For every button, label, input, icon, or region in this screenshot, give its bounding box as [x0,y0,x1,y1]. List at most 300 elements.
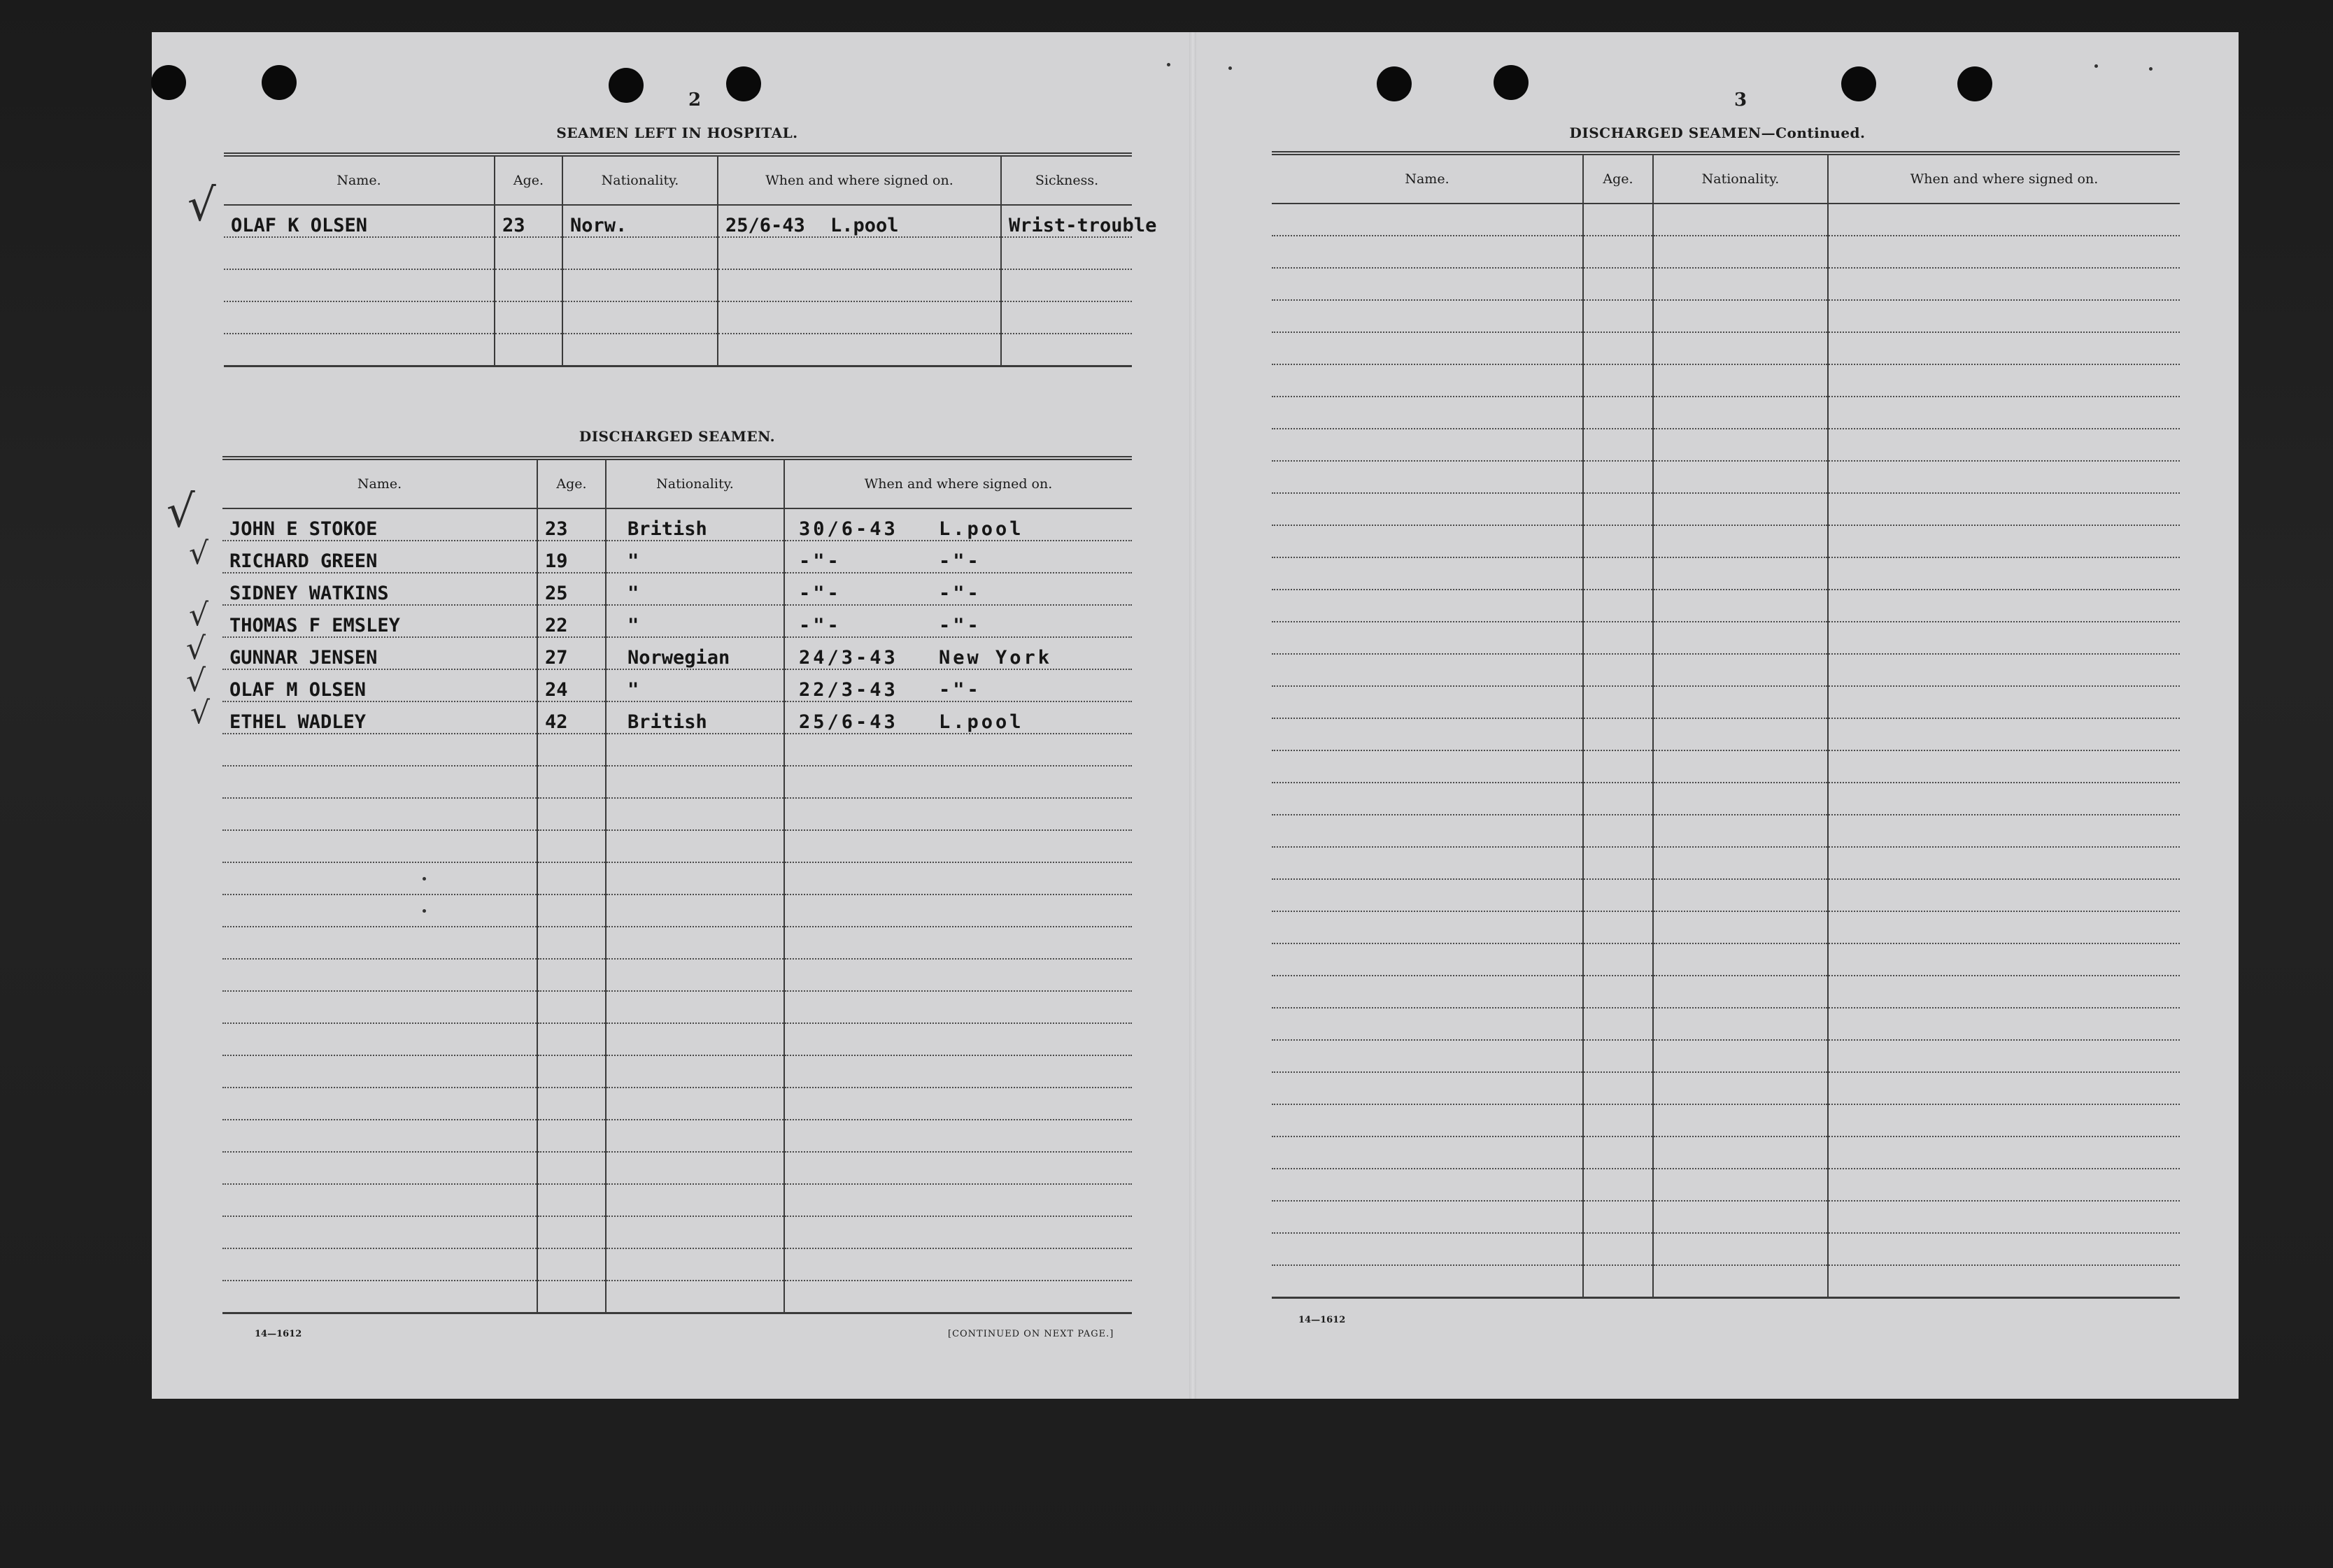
check-mark: √ [189,536,209,571]
nationality-cell [1653,622,1828,654]
hospital-heading: SEAMEN LEFT IN HOSPITAL. [556,124,798,141]
age-cell [1583,654,1653,686]
name-cell [1272,397,1583,429]
name-cell [1272,1201,1583,1233]
nationality-cell [562,301,718,334]
name-cell [1272,1040,1583,1072]
table-row [222,701,1132,734]
age-cell [537,1120,606,1152]
signed-on-cell [1828,976,2180,1008]
discharged-continued-heading: DISCHARGED SEAMEN—Continued. [1569,124,1866,141]
name-cell [222,1248,537,1281]
name-cell [222,798,537,830]
name-cell [222,862,537,895]
name-cell [1272,718,1583,750]
table-row [1272,461,2180,493]
name-cell [1272,236,1583,268]
check-mark: √ [186,663,206,699]
signed-on-cell [1828,1040,2180,1072]
table-row [1272,1265,2180,1298]
age-cell [1583,815,1653,847]
nationality-cell [606,766,784,798]
name-cell [1272,750,1583,783]
age-cell [1583,268,1653,300]
nationality-cell [1653,1136,1828,1169]
nationality-cell [1653,718,1828,750]
age-cell [537,1055,606,1088]
table-row [222,508,1132,541]
nationality-cell [1653,943,1828,976]
sickness-cell [1001,269,1132,301]
signed-on-date: 22/3-43 [799,679,898,701]
age-cell [1583,911,1653,943]
table-row [222,1055,1132,1088]
left-page-number: 2 [688,90,702,111]
scan-speck [2094,64,2098,68]
nationality-cell [1653,1201,1828,1233]
age-cell [1583,525,1653,557]
nationality-cell: Norwegian [606,637,784,669]
signed-on-cell [1828,557,2180,590]
nationality-cell [1653,1104,1828,1136]
name-cell [1272,525,1583,557]
nationality-cell: " [606,541,784,573]
age-cell [537,1184,606,1216]
age-cell: 23 [537,508,606,541]
signed-on-cell [718,237,1001,269]
signed-on-cell [784,541,1132,573]
nationality-cell [606,991,784,1023]
age-cell [495,237,562,269]
table-row [1272,557,2180,590]
age-cell [537,1281,606,1313]
sickness-cell: Wrist-trouble [1001,205,1132,237]
form-code: 14—1612 [1298,1315,1346,1325]
signed-on-cell [784,1120,1132,1152]
table-row [224,269,1132,301]
scan-speck [1228,66,1232,70]
signed-on-cell [784,573,1132,605]
table-row [222,669,1132,701]
nationality-cell [1653,976,1828,1008]
age-cell [1583,943,1653,976]
age-cell [495,334,562,366]
table-row [222,862,1132,895]
nationality-cell [606,1152,784,1184]
age-cell [1583,976,1653,1008]
punch-hole [609,68,644,103]
col-header-signed-on: When and where signed on. [784,458,1132,508]
name-cell [1272,815,1583,847]
nationality-cell: " [606,605,784,637]
signed-on-cell [1828,718,2180,750]
punch-hole [1494,65,1529,100]
nationality-cell [1653,1265,1828,1298]
punch-hole [1841,66,1876,101]
table-row [1272,654,2180,686]
nationality-cell [606,895,784,927]
signed-on-cell [784,1248,1132,1281]
table-row [224,205,1132,237]
name-cell [1272,911,1583,943]
table-row [224,237,1132,269]
discharged-table [222,456,1132,1314]
name-cell [1272,461,1583,493]
discharged-heading: DISCHARGED SEAMEN. [579,428,776,445]
table-row [222,573,1132,605]
signed-on-cell [1828,686,2180,718]
age-cell [1583,1104,1653,1136]
table-row [1272,911,2180,943]
name-cell [222,766,537,798]
signed-on-cell [784,862,1132,895]
name-cell [1272,1265,1583,1298]
signed-on-cell [1828,943,2180,976]
nationality-cell [606,1216,784,1248]
signed-on-cell [784,508,1132,541]
punch-hole [726,66,761,101]
name-cell [222,927,537,959]
age-cell [537,991,606,1023]
check-mark: √ [166,486,195,538]
table-row [222,830,1132,862]
name-cell [222,1088,537,1120]
signed-on-cell [1828,815,2180,847]
nationality-cell [1653,1169,1828,1201]
name-cell: OLAF M OLSEN [222,669,537,701]
age-cell [1583,1233,1653,1265]
nationality-cell [1653,1040,1828,1072]
nationality-cell [606,927,784,959]
check-mark: √ [189,597,209,633]
check-mark: √ [186,631,206,667]
name-cell [1272,1072,1583,1104]
signed-on-cell [1828,590,2180,622]
name-cell: THOMAS F EMSLEY [222,605,537,637]
table-row [1272,686,2180,718]
table-row [1272,1072,2180,1104]
signed-on-cell [1828,1008,2180,1040]
age-cell [537,734,606,766]
table-row [222,1023,1132,1055]
col-header-name: Name. [224,155,495,205]
check-mark: √ [187,180,216,231]
age-cell [537,1088,606,1120]
name-cell: JOHN E STOKOE [222,508,537,541]
nationality-cell [1653,461,1828,493]
name-cell [1272,300,1583,332]
name-cell: RICHARD GREEN [222,541,537,573]
name-cell [1272,686,1583,718]
nationality-cell [606,1023,784,1055]
signed-on-cell [784,927,1132,959]
nationality-cell [1653,300,1828,332]
name-cell [1272,204,1583,236]
name-cell [222,959,537,991]
age-cell [537,862,606,895]
table-row [1272,943,2180,976]
nationality-cell [1653,332,1828,364]
table-row [222,991,1132,1023]
signed-on-place: New York [939,647,1053,669]
name-cell [1272,268,1583,300]
name-cell [1272,847,1583,879]
nationality-cell [1653,236,1828,268]
table-row [222,605,1132,637]
table-row [1272,1008,2180,1040]
nationality-cell [606,862,784,895]
age-cell [1583,590,1653,622]
signed-on-place: L.pool [830,215,899,236]
signed-on-place: -"- [939,550,981,572]
nationality-cell [562,334,718,366]
name-cell [1272,429,1583,461]
name-cell [1272,976,1583,1008]
name-cell: ETHEL WADLEY [222,701,537,734]
age-cell [1583,364,1653,397]
name-cell [222,734,537,766]
age-cell [1583,1008,1653,1040]
name-cell [222,1216,537,1248]
table-row [222,959,1132,991]
age-cell [1583,493,1653,525]
table-row [222,1184,1132,1216]
signed-on-cell [784,991,1132,1023]
name-cell [222,895,537,927]
signed-on-date: 30/6-43 [799,518,898,540]
nationality-cell [606,1184,784,1216]
age-cell [537,798,606,830]
name-cell: SIDNEY WATKINS [222,573,537,605]
name-cell [1272,1008,1583,1040]
table-row [1272,1136,2180,1169]
table-row [222,1120,1132,1152]
signed-on-cell [784,1216,1132,1248]
age-cell [1583,1265,1653,1298]
age-cell: 22 [537,605,606,637]
nationality-cell [1653,686,1828,718]
col-header-age: Age. [1583,153,1653,204]
signed-on-cell [1828,364,2180,397]
signed-on-cell [1828,750,2180,783]
table-row [224,301,1132,334]
age-cell [537,1216,606,1248]
signed-on-cell [1828,397,2180,429]
signed-on-date: 25/6-43 [799,711,898,733]
signed-on-cell [1828,1104,2180,1136]
nationality-cell: " [606,573,784,605]
col-header-signed-on: When and where signed on. [718,155,1001,205]
table-row [222,895,1132,927]
age-cell [1583,783,1653,815]
col-header-name: Name. [1272,153,1583,204]
signed-on-place: -"- [939,583,981,604]
signed-on-date: -"- [799,583,842,604]
signed-on-cell [1828,1136,2180,1169]
nationality-cell [1653,397,1828,429]
age-cell [1583,1040,1653,1072]
signed-on-cell [1828,654,2180,686]
table-row [1272,493,2180,525]
signed-on-cell [718,301,1001,334]
punch-hole [262,65,297,100]
table-row [1272,268,2180,300]
signed-on-cell [1828,1233,2180,1265]
name-cell [222,1281,537,1313]
signed-on-cell [784,798,1132,830]
nationality-cell [606,1248,784,1281]
name-cell [222,1055,537,1088]
signed-on-cell [784,1152,1132,1184]
table-row [222,1088,1132,1120]
nationality-cell [1653,1072,1828,1104]
signed-on-place: -"- [939,615,981,636]
nationality-cell [606,1055,784,1088]
table-row [1272,397,2180,429]
table-row [1272,236,2180,268]
age-cell: 42 [537,701,606,734]
nationality-cell [562,237,718,269]
age-cell [537,766,606,798]
punch-hole [1957,66,1992,101]
age-cell: 25 [537,573,606,605]
nationality-cell [1653,911,1828,943]
age-cell [1583,750,1653,783]
signed-on-cell [1828,236,2180,268]
nationality-cell [562,269,718,301]
punch-hole [1377,66,1412,101]
age-cell: 24 [537,669,606,701]
signed-on-cell [1828,300,2180,332]
table-row [1272,429,2180,461]
nationality-cell [606,1120,784,1152]
table-row [222,798,1132,830]
signed-on-cell [1828,525,2180,557]
nationality-cell [1653,429,1828,461]
nationality-cell [1653,268,1828,300]
name-cell [1272,1104,1583,1136]
signed-on-cell [1828,268,2180,300]
col-header-nationality: Nationality. [1653,153,1828,204]
table-row [224,334,1132,366]
nationality-cell [606,1281,784,1313]
age-cell [1583,1169,1653,1201]
signed-on-cell [784,1281,1132,1313]
scan-speck [2149,67,2153,71]
scan-speck [1167,63,1170,66]
table-row [1272,364,2180,397]
nationality-cell [1653,654,1828,686]
name-cell [1272,590,1583,622]
col-header-name: Name. [222,458,537,508]
nationality-cell [606,734,784,766]
table-row [222,766,1132,798]
age-cell [1583,879,1653,911]
name-cell [1272,622,1583,654]
table-row [222,1281,1132,1313]
name-cell [1272,364,1583,397]
col-header-nationality: Nationality. [606,458,784,508]
table-row [1272,622,2180,654]
signed-on-cell [1828,429,2180,461]
nationality-cell [1653,847,1828,879]
table-row [1272,1233,2180,1265]
age-cell [537,830,606,862]
name-cell [224,269,495,301]
form-code: 14—1612 [255,1329,302,1339]
table-row [1272,332,2180,364]
nationality-cell: British [606,508,784,541]
name-cell: GUNNAR JENSEN [222,637,537,669]
signed-on-cell [784,895,1132,927]
name-cell [224,301,495,334]
name-cell [222,1023,537,1055]
scan-speck [423,909,426,913]
name-cell [1272,943,1583,976]
table-row [222,734,1132,766]
name-cell [222,830,537,862]
age-cell [495,301,562,334]
table-row [1272,590,2180,622]
signed-on-date: -"- [799,550,842,572]
table-row [1272,1040,2180,1072]
table-row [1272,815,2180,847]
sickness-cell [1001,237,1132,269]
table-row [222,1216,1132,1248]
age-cell [1583,557,1653,590]
signed-on-cell [1828,204,2180,236]
name-cell [222,1184,537,1216]
nationality-cell [1653,815,1828,847]
age-cell: 19 [537,541,606,573]
col-header-sickness: Sickness. [1001,155,1132,205]
nationality-cell [1653,1233,1828,1265]
age-cell [537,927,606,959]
name-cell [222,1120,537,1152]
name-cell [1272,783,1583,815]
signed-on-cell [1828,783,2180,815]
signed-on-place: L.pool [939,711,1024,733]
signed-on-cell [784,1055,1132,1088]
signed-on-cell [784,605,1132,637]
signed-on-cell [784,701,1132,734]
age-cell [1583,461,1653,493]
age-cell [1583,1201,1653,1233]
signed-on-place: -"- [939,679,981,701]
signed-on-cell [784,1088,1132,1120]
age-cell [1583,236,1653,268]
name-cell [224,334,495,366]
nationality-cell [1653,590,1828,622]
sickness-cell [1001,301,1132,334]
name-cell [1272,1136,1583,1169]
check-mark: √ [190,695,211,731]
age-cell [537,1023,606,1055]
sickness-cell [1001,334,1132,366]
signed-on-cell [784,1184,1132,1216]
table-row [1272,1169,2180,1201]
age-cell [1583,332,1653,364]
age-cell: 27 [537,637,606,669]
signed-on-cell [1828,332,2180,364]
table-row [1272,300,2180,332]
nationality-cell [1653,879,1828,911]
signed-on-place: L.pool [939,518,1024,540]
name-cell [1272,493,1583,525]
signed-on-cell [1828,461,2180,493]
nationality-cell [1653,493,1828,525]
age-cell [537,895,606,927]
